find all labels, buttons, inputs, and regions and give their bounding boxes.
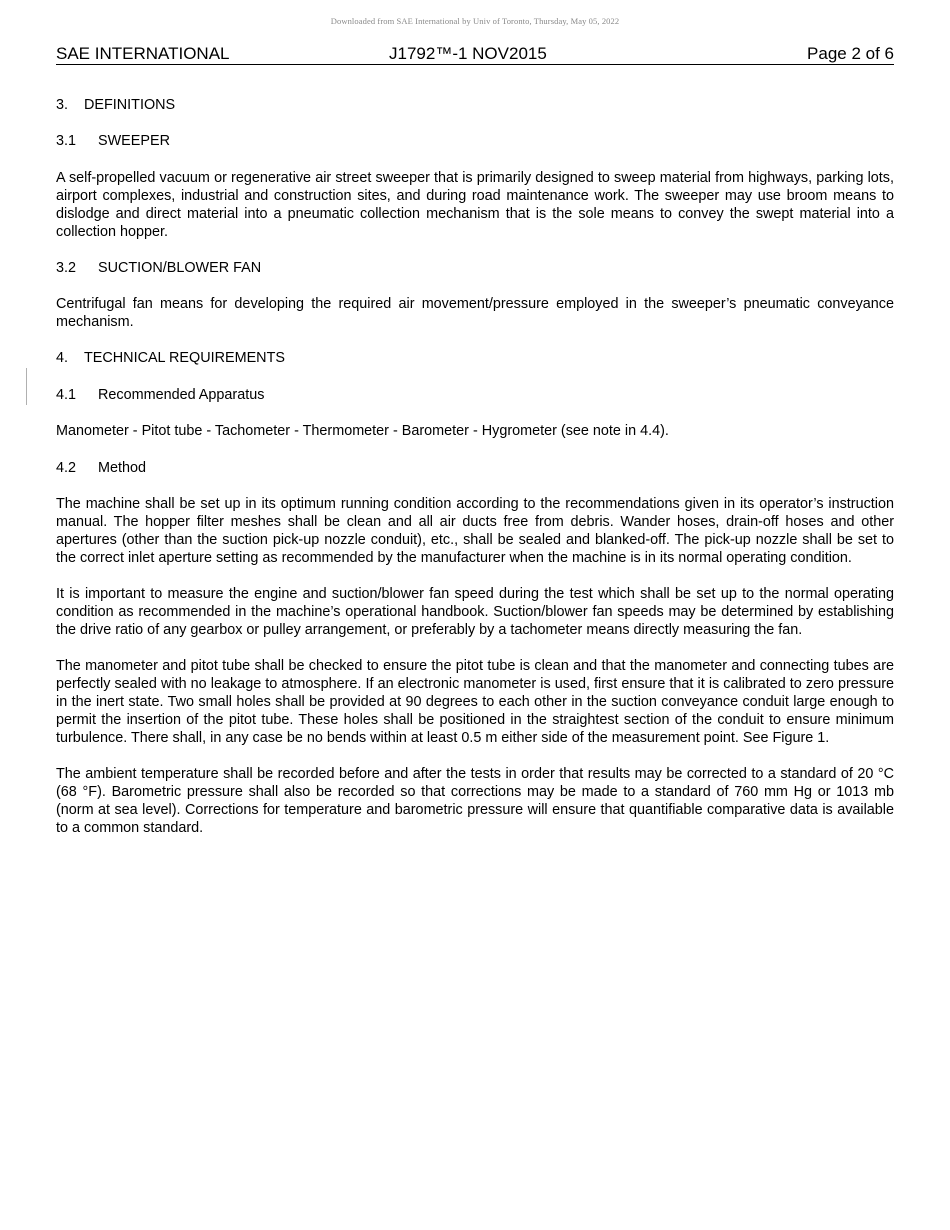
section-title: TECHNICAL REQUIREMENTS (84, 350, 285, 366)
section-4-2-heading (56, 459, 894, 477)
section-4-1-heading (56, 386, 894, 404)
section-3-1-heading (56, 132, 894, 150)
section-3-heading (56, 96, 894, 114)
header-org: SAE INTERNATIONAL (56, 44, 230, 63)
document-body (56, 96, 894, 837)
method-paragraph-3: The manometer and pitot tube shall be checked to ensure the pitot tube is clean and that the manometer and connecting tubes are perfectly sealed with no leakage to atmosphere. If an electronic manometer is used, first ensure that it is calibrated to zero pressure in the inert state. Two small holes shall be provided at 90 degrees to each other in the suction conveyance conduit large enough to permit the insertion of the pitot tube. These holes shall be positioned in the straightest section of the conduit to ensure minimum turbulence. There shall, in any case be no bends within at least 0.5 m either side of the measurement point. See Figure 1. (56, 658, 894, 746)
section-title: SWEEPER (98, 133, 170, 149)
section-title: DEFINITIONS (84, 97, 176, 113)
section-title: Recommended Apparatus (98, 387, 265, 403)
header-page-number: Page 2 of 6 (807, 44, 894, 63)
section-number: 4.1 (56, 387, 77, 403)
section-title: SUCTION/BLOWER FAN (98, 260, 262, 276)
section-4-heading (56, 349, 894, 367)
page-header (56, 44, 894, 65)
section-3-2-heading (56, 259, 894, 277)
section-title: Method (98, 460, 146, 476)
section-number: 3. (56, 97, 69, 113)
section-number: 4. (56, 350, 69, 366)
fan-definition: Centrifugal fan means for developing the required air movement/pressure employed in the sweeper’s pneumatic conveyance mechanism. (56, 296, 894, 330)
method-paragraph-1: The machine shall be set up in its optimum running condition according to the recommendations given in its operator’s instruction manual. The hopper filter meshes shall be clean and all air ducts free from debris. Wander hoses, drain-off hoses and other apertures (other than the suction pick-up nozzle conduit), etc., shall be sealed and blanked-off. The pick-up nozzle shall be set to the correct inlet aperture setting as recommended by the manufacturer when the machine is in its normal operating condition. (56, 496, 894, 566)
section-number: 4.2 (56, 460, 77, 476)
apparatus-list: Manometer - Pitot tube - Tachometer - Thermometer - Barometer - Hygrometer (see note in 4.4). (56, 423, 669, 439)
download-watermark: Downloaded from SAE International by Univ of Toronto, Thursday, May 05, 2022 (330, 16, 620, 26)
section-number: 3.1 (56, 133, 77, 149)
method-paragraph-4: The ambient temperature shall be recorded before and after the tests in order that results may be corrected to a standard of 20 °C (68 °F). Barometric pressure shall also be recorded so that corrections may be made to a standard of 760 mm Hg or 1013 mb (norm at sea level). Corrections for temperature and barometric pressure will ensure that quantifiable comparative data is available to a common standard. (56, 766, 894, 836)
margin-change-bar (26, 368, 27, 405)
section-number: 3.2 (56, 260, 77, 276)
sweeper-definition: A self-propelled vacuum or regenerative air street sweeper that is primarily designed to sweep material from highways, parking lots, airport complexes, industrial and construction sites, and during road maintenance work. The sweeper may use broom means to dislodge and direct material into a pneumatic collection mechanism that is the sole means to convey the swept material into a collection hopper. (56, 170, 894, 240)
header-doc-id: J1792™-1 NOV2015 (389, 44, 547, 63)
method-paragraph-2: It is important to measure the engine and suction/blower fan speed during the test which shall be set up to the normal operating condition as recommended in the machine’s operational handbook. Suction/blower fan speeds may be determined by establishing the drive ratio of any gearbox or pulley arrangement, or preferably by a tachometer means directly measuring the fan. (56, 586, 894, 638)
